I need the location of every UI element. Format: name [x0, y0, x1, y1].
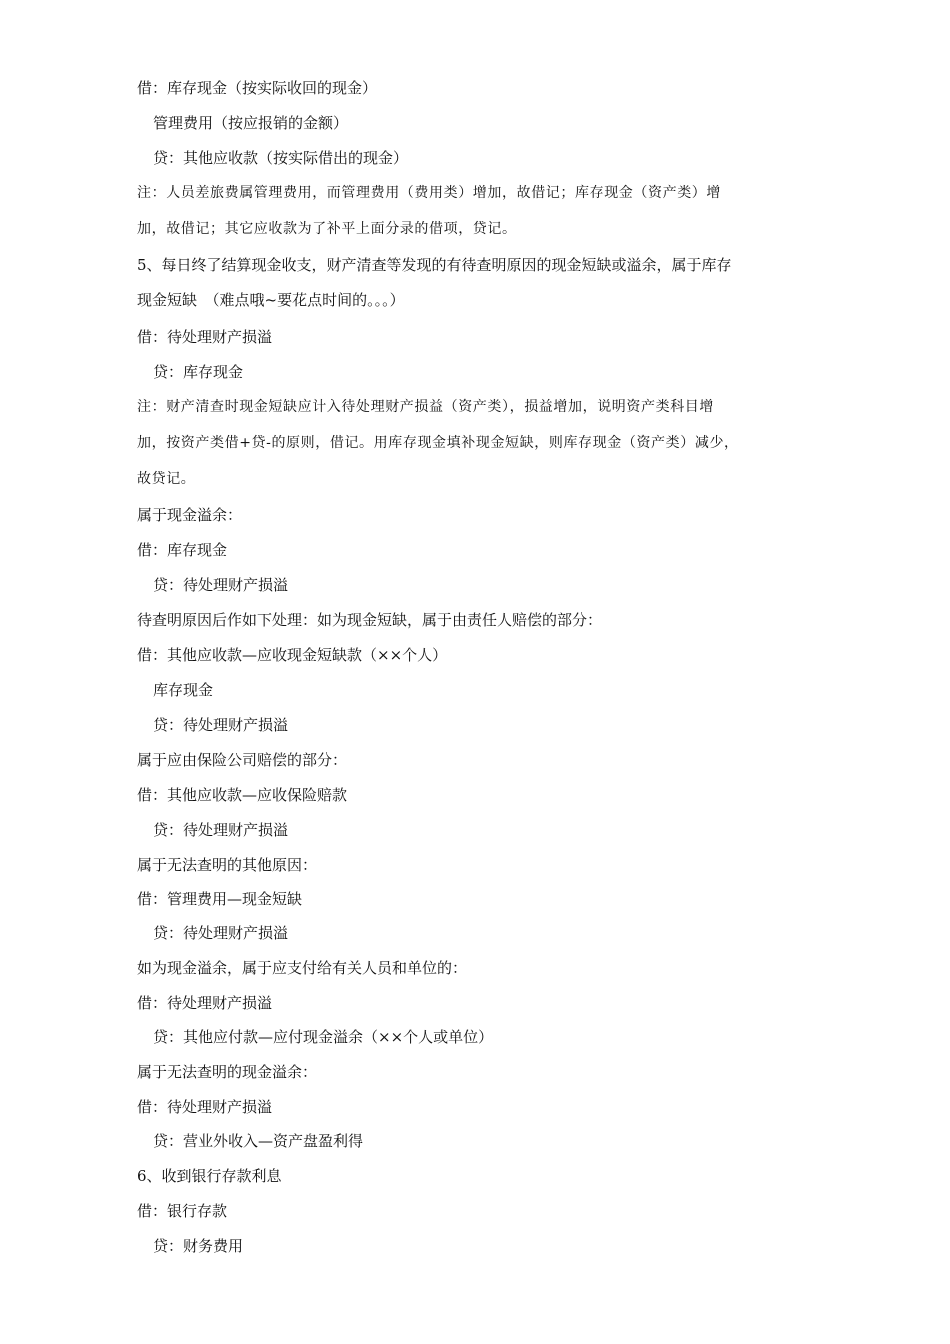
note-line: 注：财产清查时现金短缺应计入待处理财产损益（资产类），损益增加，说明资产类科目增: [137, 399, 714, 415]
text-line: 贷：营业外收入—资产盘盈利得: [153, 1132, 364, 1150]
text-line: 贷：待处理财产损溢: [153, 821, 289, 839]
note-line: 故贷记。: [137, 471, 196, 487]
text-line: 贷：其他应付款—应付现金溢余（××个人或单位）: [153, 1028, 494, 1046]
text-line: 属于无法查明的其他原因：: [137, 856, 318, 874]
text-line: 如为现金溢余，属于应支付给有关人员和单位的：: [137, 959, 468, 977]
text-line: 属于应由保险公司赔偿的部分：: [137, 751, 348, 769]
text-line: 借：其他应收款—应收现金短缺款（××个人）: [137, 646, 448, 664]
text-line: 借：库存现金（按实际收回的现金）: [137, 79, 378, 97]
text-line: 借：银行存款: [137, 1202, 228, 1220]
text-line: 借：待处理财产损溢: [137, 994, 273, 1012]
text-line: 属于现金溢余：: [137, 506, 243, 524]
text-line: 借：管理费用—现金短缺: [137, 890, 303, 908]
text-line: 现金短缺 （难点哦~要花点时间的。。。）: [137, 291, 405, 309]
text-line: 借：待处理财产损溢: [137, 1098, 273, 1116]
text-line: 贷：库存现金: [153, 363, 244, 381]
text-line: 贷：其他应收款（按实际借出的现金）: [153, 149, 409, 167]
section-heading: 5、每日终了结算现金收支，财产清查等发现的有待查明原因的现金短缺或溢余，属于库存: [137, 256, 732, 274]
text-line: 待查明原因后作如下处理：如为现金短缺，属于由责任人赔偿的部分：: [137, 611, 603, 629]
text-line: 库存现金: [153, 681, 214, 699]
note-line: 注：人员差旅费属管理费用，而管理费用（费用类）增加，故借记；库存现金（资产类）增: [137, 185, 721, 201]
text-line: 属于无法查明的现金溢余：: [137, 1063, 318, 1081]
text-line: 借：其他应收款—应收保险赔款: [137, 786, 348, 804]
text-line: 借：待处理财产损溢: [137, 328, 273, 346]
text-line: 贷：待处理财产损溢: [153, 924, 289, 942]
text-line: 管理费用（按应报销的金额）: [153, 114, 349, 132]
note-line: 加，故借记；其它应收款为了补平上面分录的借项，贷记。: [137, 221, 517, 237]
text-line: 贷：财务费用: [153, 1237, 244, 1255]
note-line: 加，按资产类借+贷-的原则，借记。用库存现金填补现金短缺，则库存现金（资产类）减少，: [137, 435, 739, 451]
text-line: 借：库存现金: [137, 541, 228, 559]
section-heading: 6、收到银行存款利息: [137, 1167, 282, 1185]
text-line: 贷：待处理财产损溢: [153, 716, 289, 734]
text-line: 贷：待处理财产损溢: [153, 576, 289, 594]
